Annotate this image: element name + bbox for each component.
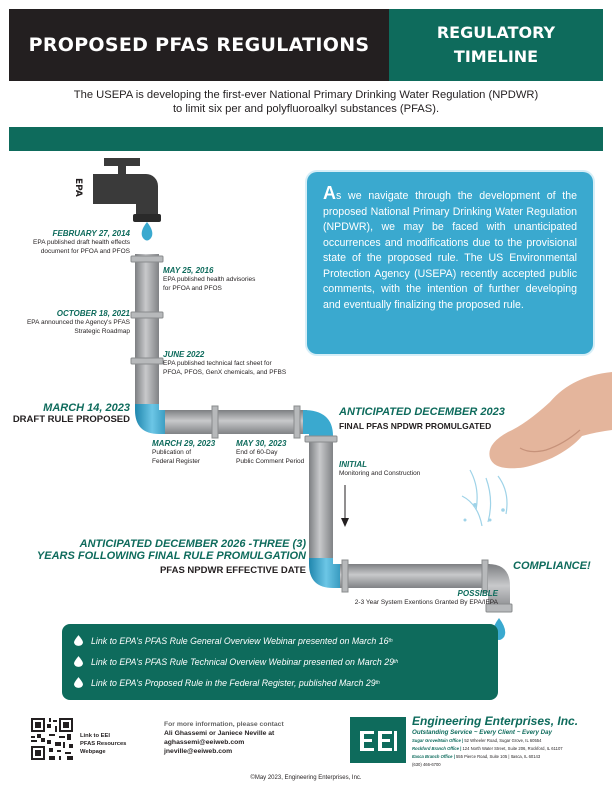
event-date: POSSIBLE: [457, 589, 498, 598]
event-date: ANTICIPATED DECEMBER 2023: [339, 406, 505, 418]
event-label: FINAL PFAS NPDWR PROMULGATED: [339, 421, 492, 431]
event-desc-line2: Public Comment Period: [236, 458, 305, 465]
company-logo: [350, 717, 406, 763]
callout-box: [307, 172, 593, 354]
event-may-30-2023: [236, 439, 316, 466]
event-date: MARCH 29, 2023: [152, 439, 216, 448]
event-date: OCTOBER 18, 2021: [56, 309, 130, 318]
event-mar-14-2023: [10, 402, 130, 425]
event-jun-2022: [163, 350, 313, 377]
compliance-label: COMPLIANCE!: [513, 560, 591, 572]
company-name: Engineering Enterprises, Inc.: [412, 714, 579, 728]
intro-line1: The USEPA is developing the first-ever National Primary Drinking Water Regulation (NPDWR): [73, 89, 539, 101]
event-may-2016: [163, 266, 303, 293]
qr-caption-2: PFAS Resources: [80, 741, 127, 747]
office-rockford: [412, 745, 563, 753]
event-mar-29-2023: [152, 439, 232, 466]
event-date: MAY 25, 2016: [163, 266, 214, 275]
link-sup: th: [394, 658, 399, 665]
logo-mark-icon: [350, 717, 406, 763]
drop-icon: [142, 222, 153, 241]
event-date: FEBRUARY 27, 2014: [52, 229, 130, 238]
drop-bullet-icon: [74, 635, 83, 646]
event-desc-line1: EPA published health advisories: [163, 276, 256, 283]
event-date-line1: ANTICIPATED DECEMBER 2026 -THREE (3): [79, 538, 306, 550]
subtitle-line2: TIMELINE: [453, 47, 539, 66]
event-desc-line2: PFOA, PFOS, GenX chemicals, and PFBS: [163, 369, 287, 376]
event-desc-line1: Monitoring and Construction: [339, 470, 421, 477]
subtitle-line1: REGULATORY: [436, 23, 556, 42]
office-name: Sugar Grove/Main Office |: [412, 738, 464, 743]
office-name: Rockford Branch Office |: [412, 746, 462, 751]
link-general-webinar[interactable]: [74, 630, 486, 651]
contact-line1: For more information, please contact: [164, 721, 284, 728]
contact-info: [164, 720, 344, 756]
qr-code-icon[interactable]: [31, 718, 73, 760]
link-sup: th: [375, 679, 380, 686]
qr-caption: [80, 732, 126, 756]
event-desc-line1: EPA announced the Agency's PFAS: [26, 319, 130, 326]
event-date-line2: YEARS FOLLOWING FINAL RULE PROMULGATION: [36, 550, 306, 562]
header-title: PROPOSED PFAS REGULATIONS: [9, 9, 389, 81]
event-desc-line2: document for PFOA and PFOS: [40, 248, 130, 255]
drop-bullet-icon: [74, 656, 83, 667]
office-sugar-grove: [412, 737, 541, 745]
event-date: JUNE 2022: [163, 350, 205, 359]
intro-line2: to limit six per and polyfluoroalkyl substances (PFAS).: [172, 103, 440, 115]
copyright: ©May 2023, Engineering Enterprises, Inc.: [250, 775, 362, 781]
links-box: [62, 624, 498, 700]
event-desc-line1: Publication of: [152, 449, 192, 456]
hand-icon: [462, 372, 612, 526]
event-date: MARCH 14, 2023: [43, 402, 130, 414]
event-desc-line1: End of 60-Day: [236, 449, 278, 456]
callout-text: s we navigate through the development of the proposed National Primary Drinking Water Regulation (NPDWR), we may be faced with unanticipated occurrences and modifications due to the provisional state of the proposed rule. The US Environmental Protection Agency (USEPA) recently accepted public comments, with the intention of further developing and eventually finalizing the proposed rule.: [323, 190, 577, 311]
event-label: PFAS NPDWR EFFECTIVE DATE: [159, 565, 306, 576]
office-address: 555 Pierce Road, Suite 105 | Itasca, IL 60143: [455, 754, 541, 759]
link-text[interactable]: Link to EPA's PFAS Rule General Overview Webinar presented on March 16: [91, 635, 389, 646]
event-possible: [318, 589, 498, 607]
event-desc-line1: EPA published draft health effects: [33, 239, 130, 246]
event-dec-2026: [10, 538, 306, 576]
event-desc-line2: Strategic Roadmap: [74, 328, 130, 335]
event-desc-line2: Federal Register: [152, 458, 201, 465]
email-ali[interactable]: aghassemi@eeiweb.com: [164, 739, 245, 746]
event-feb-2014: [30, 229, 130, 256]
link-text[interactable]: Link to EPA's Proposed Rule in the Federal Register, published March 29: [91, 677, 376, 688]
contact-line2: Ali Ghassemi or Janiece Neville at: [164, 730, 275, 737]
qr-caption-1: Link to EEI: [80, 733, 110, 739]
event-desc-line2: for PFOA and PFOS: [163, 285, 222, 292]
office-itasca: [412, 753, 540, 761]
link-text[interactable]: Link to EPA's PFAS Rule Technical Overview Webinar presented on March 29: [91, 656, 395, 667]
event-desc-line1: 2-3 Year System Exentions Granted By EPA/IEPA: [354, 599, 498, 606]
callout-drop-cap: A: [323, 183, 336, 203]
drop-bullet-icon: [74, 677, 83, 688]
office-name: Itasca Branch Office |: [412, 754, 455, 759]
office-phone: (630) 466-6700: [412, 762, 441, 767]
office-address: 52 Wheeler Road, Sugar Grove, IL 60554: [464, 738, 542, 743]
link-federal-register[interactable]: [74, 672, 486, 693]
office-address: 124 North Water Street, Suite 206, Rockford, IL 61107: [462, 746, 563, 751]
email-janiece[interactable]: jneville@eeiweb.com: [164, 748, 233, 755]
event-initial: [339, 460, 489, 478]
qr-caption-3: Webpage: [80, 749, 106, 755]
company-tagline: Outstanding Service ~ Every Client ~ Every Day: [412, 729, 552, 736]
event-oct-2021: [10, 309, 130, 336]
event-date: INITIAL: [339, 460, 367, 469]
link-sup: th: [388, 637, 393, 644]
event-dec-2023: [339, 406, 539, 431]
faucet-icon: [73, 158, 161, 222]
event-date: MAY 30, 2023: [236, 439, 287, 448]
faucet-label: EPA: [73, 178, 83, 197]
event-desc-line1: EPA published technical fact sheet for: [163, 360, 272, 367]
event-label: DRAFT RULE PROPOSED: [12, 414, 130, 425]
link-technical-webinar[interactable]: [74, 651, 486, 672]
